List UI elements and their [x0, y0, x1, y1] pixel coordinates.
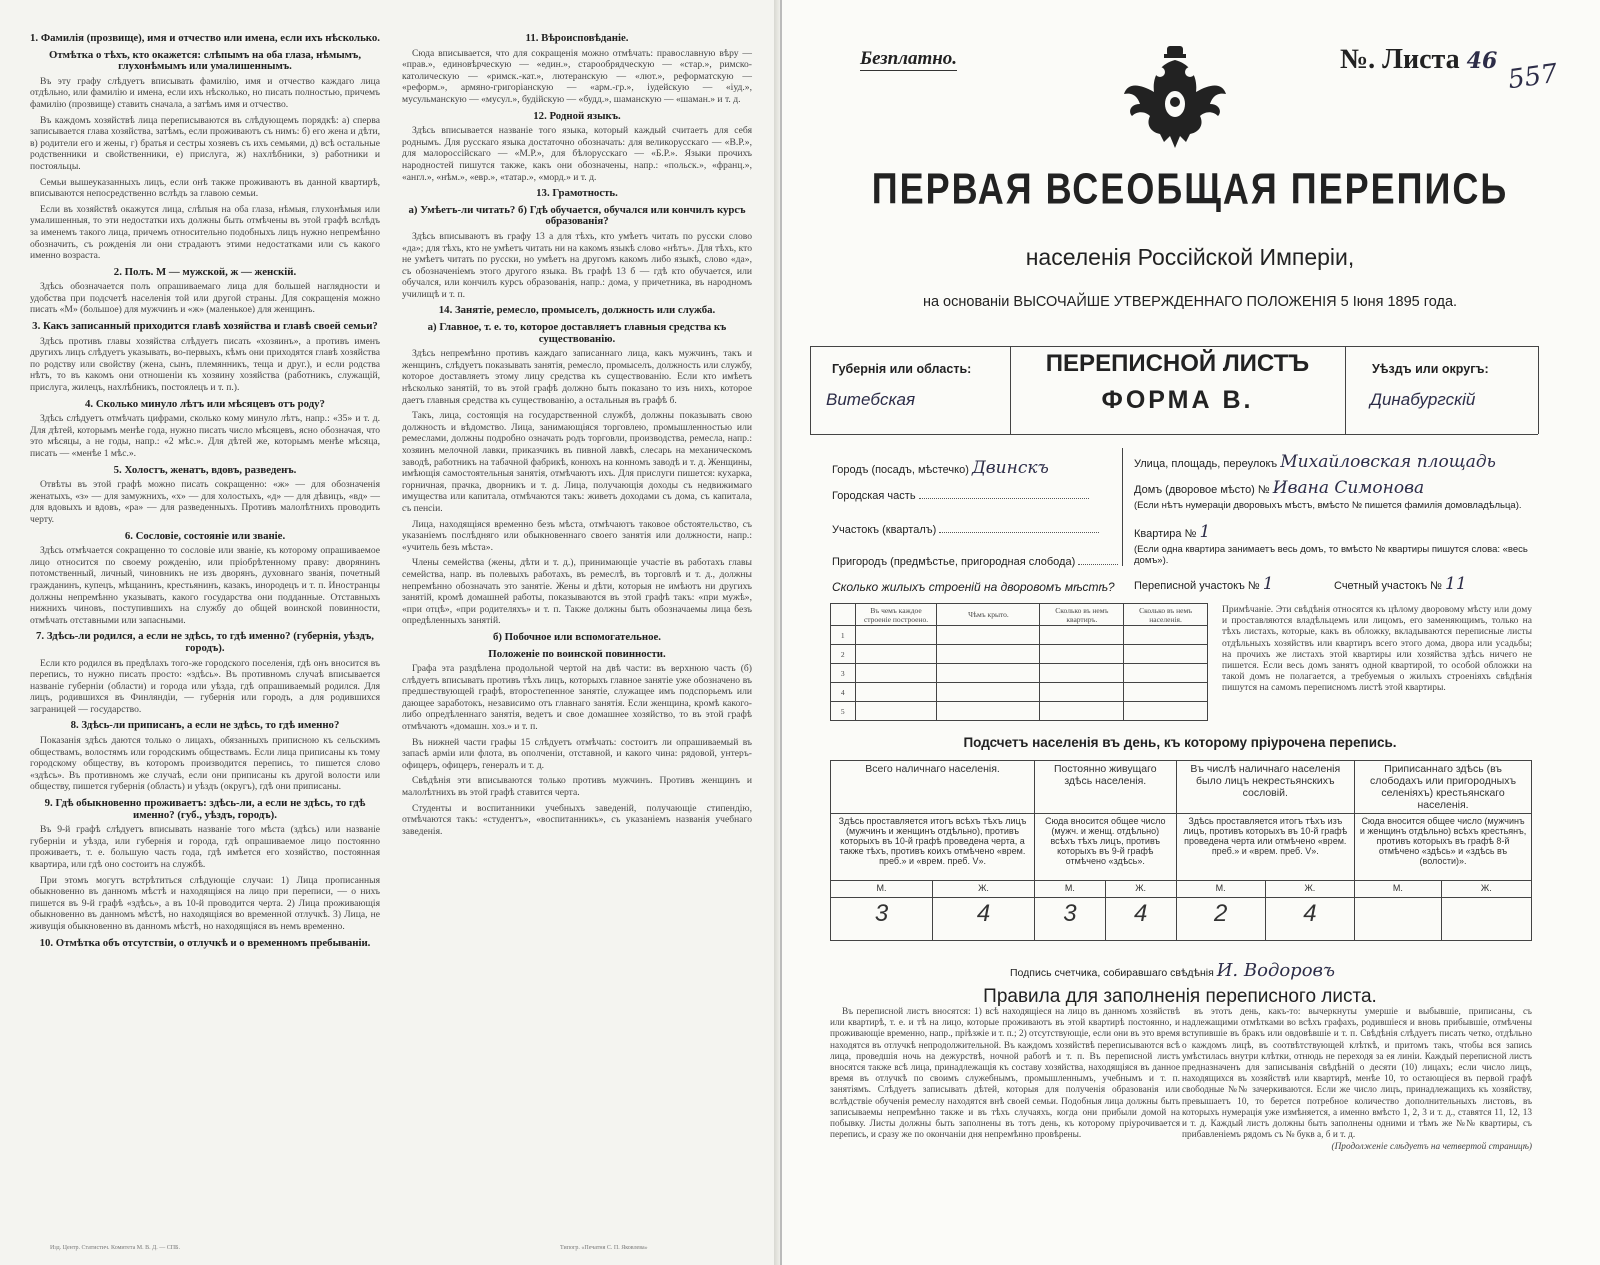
sheet-number	[1340, 44, 1497, 76]
instruction-heading: 14. Занятіе, ремесло, промыселъ, должность или служба.	[438, 304, 716, 317]
count-col-permanent: Постоянно живущаго здѣсь населенія.	[1035, 761, 1176, 814]
rules-column-right	[1182, 1007, 1532, 1155]
province-label: Губернія или область:	[832, 362, 972, 376]
count-sex-row	[831, 881, 1532, 898]
buildings-cell	[937, 664, 1040, 683]
census-subtitle: населенія Россійской Имперіи,	[1025, 244, 1355, 270]
buildings-row	[831, 683, 1208, 702]
instruction-paragraph: Графа эта раздѣлена продольной чертой на двѣ части: въ верхнюю часть (б) слѣдуетъ вписывать противъ тѣхъ лицъ, которыхъ главное занятіе уже обозначено въ предшествующей графѣ, второстепенное занятіе, служащее имъ подспорьемъ или дающее заработокъ, независимо отъ главнаго занятія. Если женщина, кромѣ какого-либо опредѣленнаго занятія, ведетъ и свое домашнее хозяйство, то въ этой графѣ отмѣчаютъ «домашн. хоз.» и т. п.	[402, 663, 752, 733]
signature-label: Подпись счетчика, собиравшаго свѣдѣнія	[1010, 967, 1214, 979]
buildings-table-header	[831, 604, 1208, 626]
buildings-cell	[855, 683, 937, 702]
suburb-field	[832, 556, 1118, 568]
section-field	[832, 524, 1099, 536]
female-count-value	[1441, 898, 1531, 941]
female-column-label: Ж.	[1105, 881, 1176, 898]
instruction-heading: 9. Гдѣ обыкновенно проживаетъ: здѣсь-ли, а если не здѣсь, то гдѣ именно? (губ., уѣздъ, городъ).	[44, 797, 366, 821]
instruction-heading: 4. Сколько минуло лѣтъ или мѣсяцевъ отъ роду?	[85, 397, 325, 410]
buildings-cell	[855, 664, 937, 683]
instruction-paragraph: Здѣсь слѣдуетъ отмѣчать цифрами, сколько кому минуло лѣтъ, напр.: «35» и т. д. Для дѣтей, которымъ менѣе года, нужно писать число мѣсяцевъ, ясно обозначая, что это мѣсяцы, а не годы, напр.: «2 мѣс.». Для дѣтей же, которымъ менѣе мѣсяца, писать — «менѣе 1 мѣс.».	[30, 413, 380, 459]
instruction-paragraph: Отвѣты въ этой графѣ можно писать сокращенно: «ж» — для обозначенія женатыхъ, «з» — для замужнихъ, «х» — для холостыхъ, «д» — для дѣвицъ, «вд» — для вдовыхъ и вдовъ, «ра» — для разведенныхъ. Противъ малолѣтнихъ проводить черту.	[30, 479, 380, 525]
instruction-paragraph: Свѣдѣнія эти вписываются только противъ мужчинъ. Противъ женщинъ и малолѣтнихъ въ этой графѣ ставится черта.	[402, 775, 752, 799]
instruction-paragraph: Въ эту графу слѣдуетъ вписывать фамилію, имя и отчество каждаго лица отдѣльно, или фамилію и имена, если ихъ нѣсколько, но писать полностью, причемъ фамилію (прозвище) ставить сначала, а затѣмъ имя и отчество.	[30, 75, 380, 110]
female-count-value: 4	[933, 898, 1035, 941]
sheet-number-label: №. Листа	[1340, 44, 1460, 75]
buildings-row	[831, 664, 1208, 683]
city-part-label: Городская часть	[832, 490, 916, 502]
buildings-row-number: 1	[831, 626, 856, 645]
buildings-cell	[1124, 664, 1208, 683]
rules-column-left	[830, 1007, 1180, 1142]
female-column-label: Ж.	[1265, 881, 1354, 898]
address-divider	[1122, 448, 1123, 566]
instruction-paragraph: Здѣсь непремѣнно противъ каждаго записаннаго лица, какъ мужчинъ, такъ и женщинъ, слѣдуетъ показывать занятія, ремесло, промыселъ, должность или службу, которое доставляетъ этому лицу средства къ существованію. Если кто имѣетъ нѣсколько занятій, то въ этой графѣ должно быть показано то изъ нихъ, которое даетъ главныя средства къ существованію, а остальныя въ графѣ б.	[402, 348, 752, 406]
buildings-cell	[1040, 626, 1124, 645]
form-title: ПЕРЕПИСНОЙ ЛИСТЪ	[1045, 350, 1310, 377]
city-part-field	[832, 490, 1089, 502]
male-count-value	[1355, 898, 1442, 941]
instruction-heading: 10. Отмѣтка объ отсутствіи, о отлучкѣ и о временномъ пребываніи.	[39, 936, 371, 949]
buildings-cell	[937, 626, 1040, 645]
instructions-column-1	[30, 28, 380, 952]
buildings-cell	[1124, 645, 1208, 664]
buildings-col-apartments: Сколько въ немъ квартиръ.	[1040, 604, 1124, 626]
instruction-heading: 8. Здѣсь-ли приписанъ, а если не здѣсь, то гдѣ именно?	[70, 719, 340, 732]
census-title: ПЕРВАЯ ВСЕОБЩАЯ ПЕРЕПИСЬ	[871, 163, 1509, 213]
counter-district-field	[1334, 574, 1467, 594]
male-column-label: М.	[1355, 881, 1442, 898]
instruction-paragraph: Здѣсь отмѣчается сокращенно то сословіе или званіе, къ которому опрашиваемое лицо относится по своему рожденію, или пріобрѣтенному праву: дворянинъ потомственный, личный, чиновникъ не изъ дворянъ, духовнаго званія, почетный гражданинъ, купецъ, мѣщанинъ, крестьянинъ, казакъ, инородецъ и т. п. Иностранцы должны непремѣнно указывать, какого государства они подданные. Отставныхъ нижнихъ чиновъ, поступившихъ на службу до общей воинской повинности, отмѣчать отставными или запасными.	[30, 545, 380, 626]
header-rule-left	[810, 346, 811, 434]
instruction-paragraph: Лица, находящіяся временно безъ мѣста, отмѣчаютъ таковое обстоятельство, съ указаніемъ послѣдняго или обыкновеннаго своего занятія или должности, напр.: «учитель безъ мѣста».	[402, 518, 752, 553]
count-col-non-peasant: Въ числѣ наличнаго населенія было лицъ некрестьянскихъ сословій.	[1176, 761, 1355, 814]
suburb-label: Пригородъ (предмѣстье, пригородная слобода)	[832, 556, 1076, 568]
rules-right-text: въ этотъ день, какъ-то: вычеркнуты умершіе и выбывшіе, приписаны, съ надлежащими отмѣтками во всѣхъ графахъ, родившіеся и вновь прибывшіе, отмѣчены вступившіе въ бракъ или овдовѣвшіе и т. п. Свѣдѣнія слѣдуетъ писать четко, отдѣльно о каждомъ лицѣ, въ соотвѣтствующей клѣткѣ, и притомъ такъ, чтобы вся запись умѣстилась внутри клѣтки, отнюдь не переходя за ея линіи. Каждый переписной листъ предназначенъ для записыванія свѣдѣній о десяти (10) лицахъ; если число лицъ, находящихся въ хозяйствѣ или квартирѣ, менѣе 10, то остающіеся въ первой графѣ свободные №№ зачеркиваются. Если же число лицъ, принадлежащихъ къ хозяйству, превышаетъ 10, то берется потребное количество дополнительныхъ листовъ, въ которыхъ нумерація уже измѣняется, а именно вмѣсто 1, 2, 3 и т. д., ставятся 11, 12, 13 и т. д. Каждый листъ должны быть заполнены одними и тѣмъ же №№ квартиры, съ прибавленіемъ рядомъ съ № букв а, б и т. д.	[1182, 1007, 1532, 1141]
instruction-paragraph: Здѣсь вписывается названіе того языка, который каждый считаетъ для себя роднымъ. Для русскаго языка достаточно обозначать: для великорусскаго — «В.Р.», для малороссійскаго — «М.Р.», для бѣлорусскаго — «Б.Р.». Языки прочихъ народностей пишутся также, какъ они обозначены, напр.: «польск.», «франц.», «англ.», «нѣм.», «евр.», «татар.», «морд.» и т. д.	[402, 125, 752, 183]
free-label: Безплатно.	[860, 48, 958, 69]
count-desc-non-peasant: Здѣсь проставляется итогъ тѣхъ изъ лицъ, противъ которыхъ въ 10-й графѣ проведена черта или отмѣчено «врем. преб.» и «врем. преб. V».	[1176, 814, 1355, 881]
census-district-label: Переписной участокъ №	[1134, 580, 1260, 592]
rules-title: Правила для заполненія переписного листа.	[983, 986, 1377, 1007]
signature-field	[1010, 960, 1335, 981]
population-count-table	[830, 760, 1532, 941]
instruction-paragraph: Если въ хозяйствѣ окажутся лица, слѣпыя на оба глаза, нѣмыя, глухонѣмыя или умалишенныя, то эти недостатки ихъ должны быть отмѣчены въ этой графѣ вслѣдъ за именемъ такого лица, причемъ относительно подобныхъ лицъ нужно непремѣнно обозначить, съ рожденія ли они страдаютъ этими недостатками или съ какого именно возраста.	[30, 203, 380, 262]
male-column-label: М.	[831, 881, 933, 898]
form-name: ФОРМА В.	[1101, 386, 1254, 414]
buildings-row-number: 5	[831, 702, 856, 721]
header-rule-bottom	[810, 434, 1538, 435]
buildings-cell	[1040, 683, 1124, 702]
archive-page-number: 557	[1506, 58, 1560, 96]
instruction-heading: а) Умѣетъ-ли читать? б) Гдѣ обучается, обучался или кончилъ курсъ образованія?	[408, 203, 746, 228]
instruction-paragraph: Здѣсь противъ главы хозяйства слѣдуетъ писать «хозяинъ», а противъ именъ другихъ лицъ слѣдуетъ указывать, во-первыхъ, кѣмъ они приходятся главѣ хозяйства по родству или свойству (жена, сынъ, племянникъ, теща и друг.), и если родства нѣтъ, то въ какомъ они отношеніи къ хозяину хозяйства (работникъ, служащій, прислуга, жилецъ, нахлѣбникъ, постоялецъ и т. п.).	[30, 335, 380, 394]
female-column-label: Ж.	[1441, 881, 1531, 898]
buildings-cell	[1124, 683, 1208, 702]
imprint-right: Типогр. «Печатня С. П. Яковлева»	[560, 1245, 648, 1251]
instruction-paragraph: Члены семейства (жены, дѣти и т. д.), принимающіе участіе въ работахъ главы семейства, напр. въ полевыхъ работахъ, въ ремеслѣ, въ торговлѣ и т. д., должны непремѣнно обозначать это занятіе. Жены и дѣти, которыя не имѣютъ ни другихъ занятій, кромѣ домашней работы, показываются въ этой графѣ такъ: «при мужѣ», «при отцѣ», «при родителяхъ» и т. п. Также должны быть обозначаемы лица безъ опредѣленныхъ занятій.	[402, 557, 752, 627]
instruction-paragraph: Въ нижней части графы 15 слѣдуетъ отмѣчать: состоитъ ли опрашиваемый въ запасѣ армiи или флота, въ ополченіи, отставной, и какого чина: рядовой, унтеръ-офицеръ, офицеръ, генералъ и т. д.	[402, 736, 752, 771]
male-count-value: 3	[1035, 898, 1106, 941]
buildings-cell	[937, 683, 1040, 702]
buildings-cell	[937, 645, 1040, 664]
buildings-question: Сколько жилыхъ строеній на дворовомъ мѣстѣ?	[832, 580, 1115, 594]
male-count-value: 2	[1176, 898, 1265, 941]
instruction-paragraph: При этомъ могутъ встрѣтиться слѣдующіе случаи: 1) Лица прописанныя обыкновенно въ данномъ мѣстѣ и находящіяся на лицо при переписи, — о нихъ пишется въ 9-й графѣ «здѣсь», а въ 10-й проводится черта. 2) Лица проживающія обыкновенно въ данномъ мѣстѣ, но находящіяся во временной отлучкѣ. 3) Лица, не живущія обыкновенно въ данномъ мѣстѣ, но находящіяся въ немъ временно.	[30, 874, 380, 932]
instruction-paragraph: Если кто родился въ предѣлахъ того-же городского поселенія, гдѣ онъ вносится въ перепись, то нужно писать просто: «здѣсь». Въ противномъ случаѣ вписывается названіе губерніи (области) и города или уѣзда, гдѣ опрашиваемый родился. Для лицъ, родившихся въ Финляндіи, — губернія или городъ, а для родившихся заграницей — государство.	[30, 657, 380, 715]
street-label: Улица, площадь, переулокъ	[1134, 458, 1278, 470]
buildings-cell	[937, 702, 1040, 721]
census-district-field	[1134, 574, 1274, 594]
instruction-paragraph: Здѣсь обозначается полъ опрашиваемаго лица для большей наглядности и удобства при подсчетѣ населенія той или другой страны. Для сокращенія можно писать «М» (большое) для мужчинъ и «ж» (маленькое) для женщинъ.	[30, 281, 380, 316]
imperial-eagle-emblem	[1120, 42, 1230, 152]
female-count-value: 4	[1105, 898, 1176, 941]
apartment-value: 1	[1199, 522, 1211, 542]
apartment-note: (Если одна квартира занимаетъ весь домъ, то вмѣсто № квартиры пишутся слова: «весь домъ»).	[1134, 544, 1528, 566]
instruction-paragraph: Здѣсь вписываютъ въ графу 13 а для тѣхъ, кто умѣетъ читать по русски слово «да»; для тѣхъ, кто не умѣетъ читать ни на какомъ языкѣ слово «нѣтъ». Для тѣхъ, кто не умѣетъ читать по русски, но умѣетъ на другомъ какомъ либо языкѣ, слово «да», съ обозначеніемъ этого другого языка. Въ графѣ 13 б — гдѣ кто обучается, или обучался, или кончилъ курсъ образованія, напр.: дома, у причетника, въ народномъ училищѣ и т. п.	[402, 230, 752, 300]
instruction-heading: 3. Какъ записанный приходится главѣ хозяйства и главѣ своей семьи?	[32, 320, 378, 333]
count-col-total: Всего наличнаго населенія.	[831, 761, 1035, 814]
count-title: Подсчетъ населенія въ день, къ которому пріурочена перепись.	[963, 735, 1397, 750]
counter-district-label: Счетный участокъ №	[1334, 580, 1442, 592]
count-header-row	[831, 761, 1532, 814]
instruction-heading: 1. Фамилія (прозвище), имя и отчество или имена, если ихъ нѣсколько.	[30, 32, 380, 44]
rules-left-text: Въ переписной листъ вносятся: 1) всѣ находящіеся на лицо въ данномъ хозяйствѣ или квартирѣ, т. е. и тѣ на лицо, которые проживаютъ въ этой квартирѣ постоянно, и проживающіе временно, напр., пріѣзжіе и т. п.; 2) отсутствующіе, если они въ это время находятся въ отлучкѣ непродолжительной. Въ каждомъ хозяйствѣ переписываются всѣ лица, проведшія ночь на дежурствѣ, ночной работѣ и т. п. Въ переписной листъ вносятся также всѣ лица, принадлежащія къ составу хозяйства, находящіяся въ данное время въ отлучкѣ по своимъ служебнымъ, промышленнымъ, учебнымъ и т. п. занятіямъ. Слѣдуетъ записывать дѣтей, которыя для полученія образованія или вслѣдствіе обученія ремеслу находятся внѣ своей семьи. Подобныя лица должны быть записываемы непремѣнно также и въ тѣхъ случаяхъ, когда они прибыли домой на побывку. Листы должны быть заполнены въ тотъ день, къ которому пріурочивается перепись, и сразу же по окончаніи дня непремѣнно провѣрены.	[830, 1007, 1180, 1141]
female-count-value: 4	[1265, 898, 1354, 941]
instruction-heading: а) Главное, т. е. то, которое доставляетъ главныя средства къ существованію.	[427, 321, 727, 345]
province-value: Витебская	[826, 390, 916, 409]
instruction-heading: 7. Здѣсь-ли родился, а если не здѣсь, то гдѣ именно? (губернія, уѣздъ, городъ).	[36, 630, 374, 654]
count-col-peasant: Приписаннаго здѣсь (въ слободахъ или пригородныхъ селеніяхъ) крестьянскаго населенія.	[1355, 761, 1532, 814]
header-divider-2	[1345, 346, 1346, 434]
instruction-heading: 12. Родной языкъ.	[533, 109, 621, 122]
count-desc-permanent: Сюда вносится общее число (мужч. и женщ. отдѣльно) всѣхъ тѣхъ лицъ, противъ которыхъ въ 9-й графѣ отмѣчено «здѣсь».	[1035, 814, 1176, 881]
buildings-row	[831, 626, 1208, 645]
instruction-paragraph: Сюда вписывается, что для сокращенія можно отмѣчать: православную вѣру — «прав.», единовѣрческую — «един.», старообрядческую — «стар.», римско-католическую — «римск.-кат.», лютеранскую — «лют.», реформатскую — «реформ.», армяно-григоріанскую — «арм.-гр.», іудейскую — «іуд.», мусульманскую — «мусул.», будійскую — «будд.», шаманскую — «шаман.» и т. д.	[402, 47, 752, 105]
house-label: Домъ (дворовое мѣсто) №	[1134, 484, 1270, 496]
buildings-cell	[1124, 626, 1208, 645]
buildings-cell	[1124, 702, 1208, 721]
signature-value: И. Водоровъ	[1216, 960, 1336, 981]
census-district-value: 1	[1262, 574, 1274, 594]
left-page	[0, 0, 780, 1265]
house-note: (Если нѣтъ нумераціи дворовыхъ мѣстъ, вмѣсто № пишется фамилія домовладѣльца).	[1134, 500, 1522, 511]
instruction-paragraph: Въ каждомъ хозяйствѣ лица переписываются въ слѣдующемъ порядкѣ: а) сперва записывается глава хозяйства, затѣмъ, если проживаютъ съ нимъ: б) его жена и дѣти, в) родители его и жены, г) братья и сестры хозяевъ съ ихъ семьями, д) всѣ остальные родственники и свойственники, е) прислуга, ж) нахлѣбники, з) работники и постояльцы.	[30, 114, 380, 172]
instruction-heading: Отмѣтка о тѣхъ, кто окажется: слѣпымъ на оба глаза, нѣмымъ, глухонѣмымъ или умалишеннымъ.	[48, 48, 362, 73]
instruction-paragraph: Показанія здѣсь даются только о лицахъ, обязанныхъ приписною къ сельскимъ обществамъ, волостямъ или городскимъ обществамъ. Если лица приписаны къ тому городскому обществу, въ которомъ производится перепись, то пишется слово «здѣсь». Въ противномъ же случаѣ, если они приписаны къ другой волости или обществу, пишется губернія (область) и уѣздъ (округъ), гдѣ они приписаны.	[30, 735, 380, 793]
city-label: Городъ (посадъ, мѣстечко)	[832, 464, 969, 476]
instruction-heading: 5. Холостъ, женатъ, вдовъ, разведенъ.	[113, 463, 297, 476]
buildings-table	[830, 603, 1208, 721]
male-column-label: М.	[1176, 881, 1265, 898]
buildings-col-roof: Чѣмъ крыто.	[937, 604, 1040, 626]
sheet-number-value: 46	[1466, 48, 1498, 74]
count-desc-row	[831, 814, 1532, 881]
buildings-col-material: Въ чемъ каждое строеніе построено.	[855, 604, 937, 626]
house-field	[1134, 478, 1424, 498]
buildings-row-number: 2	[831, 645, 856, 664]
apartment-field	[1134, 522, 1210, 542]
buildings-col-population: Сколько въ немъ населенія.	[1124, 604, 1208, 626]
male-column-label: М.	[1035, 881, 1106, 898]
buildings-row-number: 3	[831, 664, 856, 683]
counter-district-value: 11	[1445, 574, 1467, 594]
buildings-cell	[1040, 702, 1124, 721]
instruction-paragraph: Въ 9-й графѣ слѣдуетъ вписывать названіе того мѣста (здѣсь) или названіе губерніи и уѣзда, или губернія и города, гдѣ опрашиваемое лицо постоянно проживаетъ, т. е. большую часть года, гдѣ имѣется его хозяйство, постоянная квартира, или гдѣ оно состоитъ на службѣ.	[30, 824, 380, 870]
city-field	[832, 458, 1049, 478]
instruction-paragraph: Такъ, лица, состоящія на государственной службѣ, должны показывать свою должность и вѣдомство. Лица, занимающіяся торговлею, промышленностью или ремеслами, должны подробно означать родъ торговли, производства, ремесла, напр.: хозяинъ мелочной лавки, приказчикъ въ пивной лавкѣ, слесарь на механическомъ заводѣ, работникъ на табачной фабрикѣ, конюхъ на конномъ заводѣ и т. д. Женщины, имѣющія самостоятельныя занятія, отмѣчаютъ ихъ. Для прислуги пишется: кухарка, горничная, прачка, дворникъ и т. д. Лица, получающія доходы съ недвижимаго имущества или капитала, отмѣчаются такъ: живетъ доходами съ дома, съ капитала, съ пенсіи.	[402, 410, 752, 514]
instruction-heading: 11. Вѣроисповѣданіе.	[525, 32, 629, 44]
count-values-row	[831, 898, 1532, 941]
instruction-heading: Положеніе по воинской повинности.	[488, 647, 666, 660]
buildings-row	[831, 702, 1208, 721]
apartment-label: Квартира №	[1134, 528, 1197, 540]
instruction-heading: б) Побочное или вспомогательное.	[492, 630, 662, 643]
instruction-heading: 2. Полъ. М — мужской, ж — женскій.	[113, 265, 297, 278]
instruction-heading: 13. Грамотность.	[536, 187, 618, 200]
instructions-column-2	[402, 28, 752, 841]
header-rule-right	[1538, 346, 1539, 434]
count-desc-total: Здѣсь проставляется итогъ всѣхъ тѣхъ лицъ (мужчинъ и женщинъ отдѣльно), противъ которыхъ въ 10-й графѣ проведена черта, а также тѣхъ, противъ коихъ отмѣчено «врем. преб.» и «врем. преб. V».	[831, 814, 1035, 881]
instruction-paragraph: Студенты и воспитанники учебныхъ заведеній, получающіе стипендію, отмѣчаются такъ: «студентъ», «воспитанникъ», съ указаніемъ названія учебнаго заведенія.	[402, 802, 752, 837]
buildings-cell	[855, 626, 937, 645]
male-count-value: 3	[831, 898, 933, 941]
buildings-cell	[1040, 664, 1124, 683]
district-label: Уѣздъ или округъ:	[1372, 362, 1489, 376]
female-column-label: Ж.	[933, 881, 1035, 898]
street-value: Михайловская площадь	[1280, 452, 1496, 472]
street-field	[1134, 452, 1496, 472]
section-label: Участокъ (кварталъ)	[832, 524, 937, 536]
buildings-row-number: 4	[831, 683, 856, 702]
buildings-cell	[855, 645, 937, 664]
header-rule-top	[810, 346, 1538, 347]
count-desc-peasant: Сюда вносится общее число (мужчинъ и женщинъ отдѣльно) всѣхъ крестьянъ, противъ которыхъ въ графѣ 8-й отмѣчено «здѣсь» и «здѣсь въ (волости)».	[1355, 814, 1532, 881]
census-basis: на основаніи ВЫСОЧАЙШЕ УТВЕРЖДЕННАГО ПОЛОЖЕНІЯ 5 Іюня 1895 года.	[922, 294, 1458, 310]
instruction-heading: 6. Сословіе, состояніе или званіе.	[124, 529, 286, 542]
buildings-row-number-header	[831, 604, 856, 626]
buildings-cell	[1040, 645, 1124, 664]
imprint-left: Изд. Центр. Статистич. Комитета М. В. Д. — СПБ.	[50, 1245, 180, 1251]
buildings-row	[831, 645, 1208, 664]
house-value: Ивана Симонова	[1272, 478, 1425, 498]
rules-continued: (Продолженіе слѣдуетъ на четвертой страницѣ)	[1331, 1142, 1532, 1153]
city-value: Двинскъ	[971, 458, 1049, 478]
instruction-paragraph: Семьи вышеуказанныхъ лицъ, если онѣ также проживаютъ въ данной квартирѣ, вписываются непосредственно вслѣдъ за главою семьи.	[30, 176, 380, 200]
buildings-cell	[855, 702, 937, 721]
buildings-note: Примѣчаніе. Эти свѣдѣнія относятся къ цѣлому дворовому мѣсту или дому и проставляются владѣльцемъ или лицомъ, его заменяющимъ, только на тѣхъ листахъ, которые, какъ въ обложку, вкладываются переписные листы отдѣльныхъ хозяйствъ или квартиръ всего этого дома, двора или усадьбы; на прочихъ же листахъ этой квартиры или хозяйства здѣсь ничего не пишется. Если весь домъ занятъ одной квартирой, то особой обложки на такой домъ не полагается, а требуемыя о жилыхъ строеніяхъ свѣдѣнія пишутся на самомъ переписномъ листѣ этой квартиры.	[1222, 605, 1532, 694]
district-value: Динабургскій	[1370, 390, 1476, 409]
